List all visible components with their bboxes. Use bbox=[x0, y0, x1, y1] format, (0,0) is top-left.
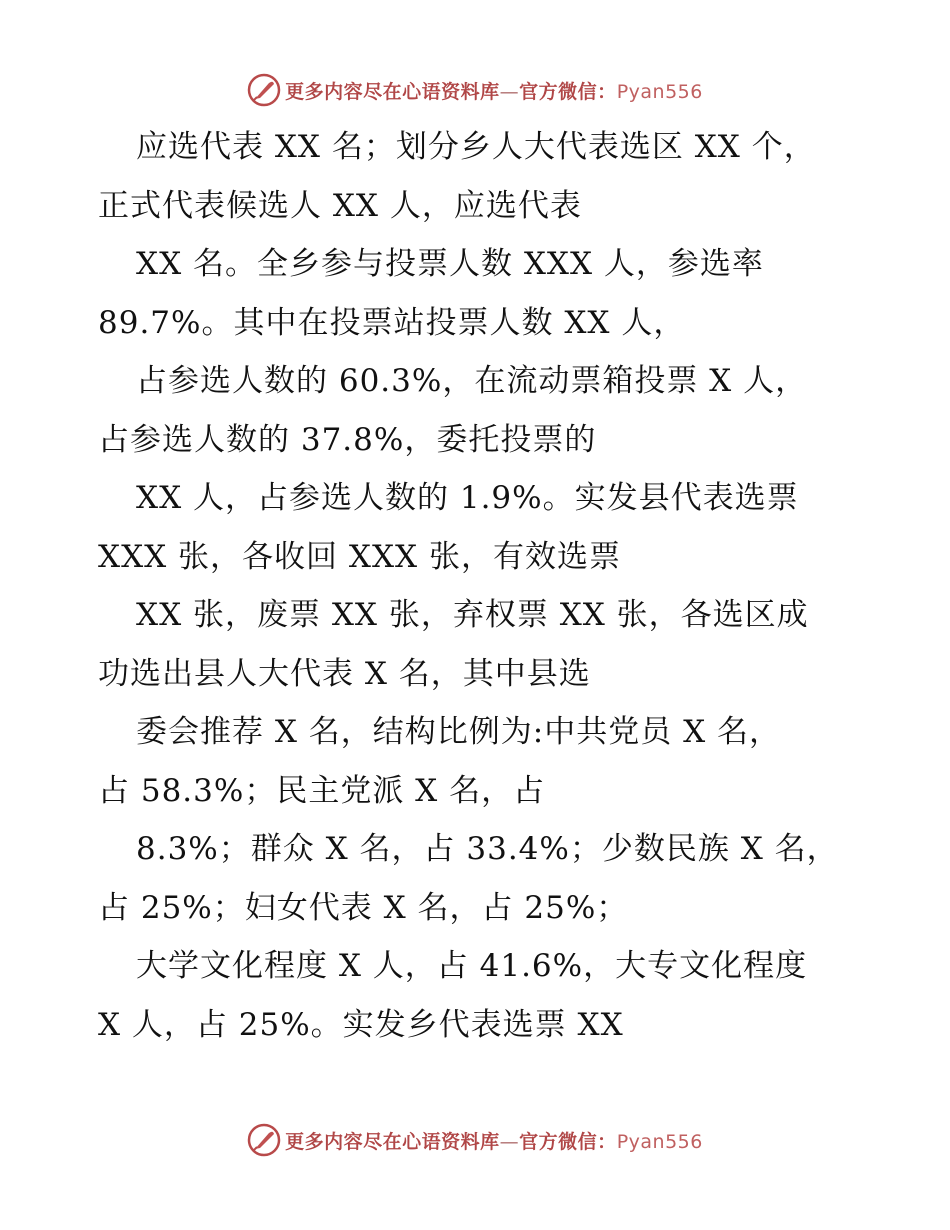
watermark-separator: — bbox=[499, 80, 520, 103]
text-line: 功选出县人大代表 X 名，其中县选 bbox=[98, 655, 591, 692]
watermark-brand: 更多内容尽在心语资料库 bbox=[285, 1130, 500, 1153]
text-line: 委会推荐 X 名，结构比例为:中共党员 X 名， bbox=[136, 714, 781, 750]
watermark-brand: 更多内容尽在心语资料库 bbox=[285, 80, 500, 103]
text-line: 占 58.3%；民主党派 X 名，占 bbox=[98, 772, 546, 809]
header-watermark bbox=[0, 70, 950, 110]
text-line: 8.3%；群众 X 名，占 33.4%；少数民族 X 名， bbox=[136, 831, 839, 867]
watermark-text bbox=[285, 1127, 703, 1154]
footer-watermark bbox=[0, 1120, 950, 1160]
text-line: XX 名。全乡参与投票人数 XXX 人，参选率 bbox=[136, 246, 764, 282]
watermark-official: 官方微信： bbox=[519, 80, 617, 103]
text-line: XXX 张，各收回 XXX 张，有效选票 bbox=[98, 538, 621, 575]
text-line: 应选代表 XX 名；划分乡人大代表选区 XX 个， bbox=[136, 129, 816, 165]
document-body bbox=[98, 118, 838, 1054]
text-line: 正式代表候选人 XX 人，应选代表 bbox=[98, 187, 582, 224]
watermark-text bbox=[285, 77, 703, 104]
text-line: 大学文化程度 X 人，占 41.6%，大专文化程度 bbox=[136, 948, 808, 984]
text-line: X 人，占 25%。实发乡代表选票 XX bbox=[98, 1006, 624, 1043]
text-line: XX 张，废票 XX 张，弃权票 XX 张，各选区成 bbox=[136, 597, 809, 633]
watermark-account: Pyan556 bbox=[616, 80, 703, 103]
text-line: 占参选人数的 60.3%，在流动票箱投票 X 人， bbox=[136, 363, 808, 399]
text-line: XX 人，占参选人数的 1.9%。实发县代表选票 bbox=[136, 480, 799, 516]
watermark-account: Pyan556 bbox=[616, 1130, 703, 1153]
text-line: 89.7%。其中在投票站投票人数 XX 人， bbox=[98, 304, 686, 341]
watermark-official: 官方微信： bbox=[519, 1130, 617, 1153]
quill-logo-icon bbox=[247, 73, 281, 107]
text-line: 占 25%；妇女代表 X 名，占 25%； bbox=[98, 889, 629, 926]
text-line: 占参选人数的 37.8%，委托投票的 bbox=[98, 421, 597, 458]
watermark-separator: — bbox=[499, 1130, 520, 1153]
quill-logo-icon bbox=[247, 1123, 281, 1157]
